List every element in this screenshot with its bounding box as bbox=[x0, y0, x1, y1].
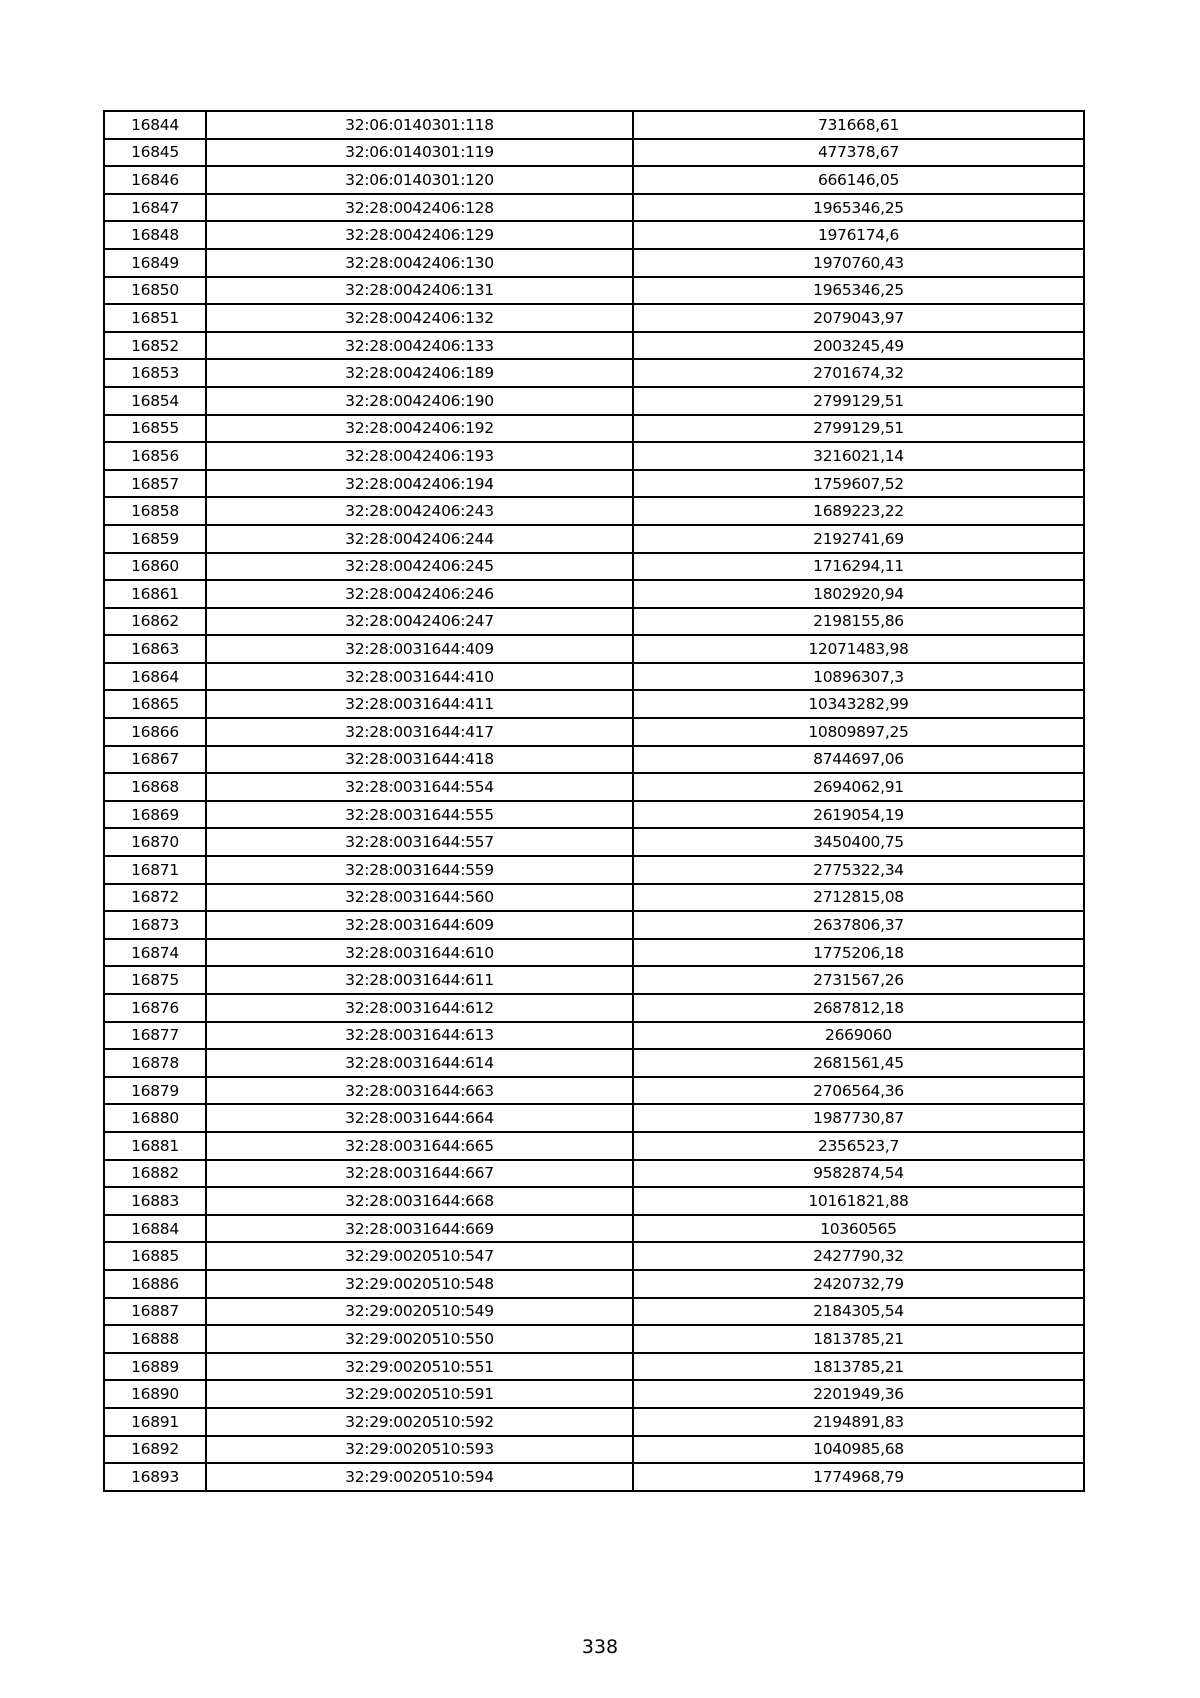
cadastral-value-cell: 12071483,98 bbox=[633, 635, 1084, 663]
cadastral-value-cell: 1970760,43 bbox=[633, 249, 1084, 277]
row-number-cell: 16893 bbox=[104, 1463, 206, 1491]
row-number-cell: 16859 bbox=[104, 525, 206, 553]
row-number-cell: 16868 bbox=[104, 773, 206, 801]
row-number-cell: 16866 bbox=[104, 718, 206, 746]
cadastral-value-cell: 2194891,83 bbox=[633, 1408, 1084, 1436]
cadastral-number-cell: 32:28:0031644:611 bbox=[206, 966, 633, 994]
cadastral-number-cell: 32:28:0042406:189 bbox=[206, 359, 633, 387]
cadastral-number-cell: 32:28:0031644:560 bbox=[206, 884, 633, 912]
cadastral-value-cell: 9582874,54 bbox=[633, 1160, 1084, 1188]
cadastral-value-cell: 1689223,22 bbox=[633, 497, 1084, 525]
table-row bbox=[104, 1022, 1084, 1050]
table-row bbox=[104, 304, 1084, 332]
cadastral-value-cell: 2637806,37 bbox=[633, 911, 1084, 939]
cadastral-value-cell: 1775206,18 bbox=[633, 939, 1084, 967]
table-row bbox=[104, 884, 1084, 912]
table-row bbox=[104, 111, 1084, 139]
row-number-cell: 16853 bbox=[104, 359, 206, 387]
cadastral-number-cell: 32:28:0042406:193 bbox=[206, 442, 633, 470]
table-row bbox=[104, 635, 1084, 663]
table-row bbox=[104, 1325, 1084, 1353]
cadastral-number-cell: 32:28:0031644:411 bbox=[206, 690, 633, 718]
table-row bbox=[104, 1242, 1084, 1270]
cadastral-number-cell: 32:29:0020510:592 bbox=[206, 1408, 633, 1436]
row-number-cell: 16888 bbox=[104, 1325, 206, 1353]
row-number-cell: 16869 bbox=[104, 801, 206, 829]
cadastral-number-cell: 32:28:0031644:663 bbox=[206, 1077, 633, 1105]
cadastral-number-cell: 32:28:0031644:669 bbox=[206, 1215, 633, 1243]
table-row bbox=[104, 580, 1084, 608]
cadastral-value-cell: 10896307,3 bbox=[633, 663, 1084, 691]
cadastral-value-cell: 1040985,68 bbox=[633, 1436, 1084, 1464]
table-row bbox=[104, 828, 1084, 856]
cadastral-value-cell: 2192741,69 bbox=[633, 525, 1084, 553]
table-row bbox=[104, 166, 1084, 194]
row-number-cell: 16864 bbox=[104, 663, 206, 691]
row-number-cell: 16884 bbox=[104, 1215, 206, 1243]
row-number-cell: 16887 bbox=[104, 1298, 206, 1326]
cadastral-number-cell: 32:28:0031644:609 bbox=[206, 911, 633, 939]
cadastral-value-cell: 2799129,51 bbox=[633, 415, 1084, 443]
cadastral-number-cell: 32:29:0020510:549 bbox=[206, 1298, 633, 1326]
cadastral-number-cell: 32:28:0031644:610 bbox=[206, 939, 633, 967]
table-row bbox=[104, 1380, 1084, 1408]
cadastral-value-cell: 2420732,79 bbox=[633, 1270, 1084, 1298]
table-row bbox=[104, 608, 1084, 636]
row-number-cell: 16860 bbox=[104, 553, 206, 581]
cadastral-value-cell: 10343282,99 bbox=[633, 690, 1084, 718]
table-row bbox=[104, 746, 1084, 774]
cadastral-value-cell: 2184305,54 bbox=[633, 1298, 1084, 1326]
cadastral-number-cell: 32:28:0031644:668 bbox=[206, 1187, 633, 1215]
table-row bbox=[104, 718, 1084, 746]
row-number-cell: 16858 bbox=[104, 497, 206, 525]
table-row bbox=[104, 1077, 1084, 1105]
row-number-cell: 16878 bbox=[104, 1049, 206, 1077]
cadastral-value-cell: 1813785,21 bbox=[633, 1325, 1084, 1353]
cadastral-value-cell: 2687812,18 bbox=[633, 994, 1084, 1022]
cadastral-value-cell: 666146,05 bbox=[633, 166, 1084, 194]
row-number-cell: 16892 bbox=[104, 1436, 206, 1464]
row-number-cell: 16848 bbox=[104, 221, 206, 249]
row-number-cell: 16880 bbox=[104, 1104, 206, 1132]
table-row bbox=[104, 277, 1084, 305]
row-number-cell: 16874 bbox=[104, 939, 206, 967]
cadastral-number-cell: 32:28:0031644:613 bbox=[206, 1022, 633, 1050]
table-row bbox=[104, 139, 1084, 167]
table-row bbox=[104, 1270, 1084, 1298]
cadastral-number-cell: 32:28:0042406:133 bbox=[206, 332, 633, 360]
cadastral-value-cell: 2201949,36 bbox=[633, 1380, 1084, 1408]
cadastral-value-cell: 10809897,25 bbox=[633, 718, 1084, 746]
table-row bbox=[104, 387, 1084, 415]
table-row bbox=[104, 525, 1084, 553]
cadastral-value-cell: 2712815,08 bbox=[633, 884, 1084, 912]
cadastral-value-cell: 8744697,06 bbox=[633, 746, 1084, 774]
cadastral-number-cell: 32:28:0031644:559 bbox=[206, 856, 633, 884]
row-number-cell: 16862 bbox=[104, 608, 206, 636]
table-row bbox=[104, 1215, 1084, 1243]
table-row bbox=[104, 553, 1084, 581]
cadastral-number-cell: 32:29:0020510:548 bbox=[206, 1270, 633, 1298]
cadastral-value-cell: 2669060 bbox=[633, 1022, 1084, 1050]
table-row bbox=[104, 1436, 1084, 1464]
cadastral-value-cell: 1759607,52 bbox=[633, 470, 1084, 498]
table-body bbox=[104, 111, 1084, 1491]
cadastral-value-cell: 731668,61 bbox=[633, 111, 1084, 139]
table-row bbox=[104, 1298, 1084, 1326]
cadastral-value-cell: 1774968,79 bbox=[633, 1463, 1084, 1491]
cadastral-number-cell: 32:28:0031644:665 bbox=[206, 1132, 633, 1160]
cadastral-number-cell: 32:28:0031644:418 bbox=[206, 746, 633, 774]
row-number-cell: 16852 bbox=[104, 332, 206, 360]
row-number-cell: 16873 bbox=[104, 911, 206, 939]
page-number: 338 bbox=[581, 1636, 619, 1658]
cadastral-value-cell: 2775322,34 bbox=[633, 856, 1084, 884]
cadastral-number-cell: 32:28:0042406:194 bbox=[206, 470, 633, 498]
table-row bbox=[104, 939, 1084, 967]
cadastral-value-cell: 10161821,88 bbox=[633, 1187, 1084, 1215]
cadastral-value-cell: 2799129,51 bbox=[633, 387, 1084, 415]
cadastral-value-cell: 1802920,94 bbox=[633, 580, 1084, 608]
table-row bbox=[104, 221, 1084, 249]
cadastral-number-cell: 32:28:0031644:554 bbox=[206, 773, 633, 801]
cadastral-value-cell: 2706564,36 bbox=[633, 1077, 1084, 1105]
row-number-cell: 16847 bbox=[104, 194, 206, 222]
table-row bbox=[104, 497, 1084, 525]
cadastral-number-cell: 32:28:0031644:417 bbox=[206, 718, 633, 746]
row-number-cell: 16855 bbox=[104, 415, 206, 443]
row-number-cell: 16881 bbox=[104, 1132, 206, 1160]
row-number-cell: 16846 bbox=[104, 166, 206, 194]
cadastral-value-cell: 2694062,91 bbox=[633, 773, 1084, 801]
row-number-cell: 16844 bbox=[104, 111, 206, 139]
cadastral-number-cell: 32:28:0042406:131 bbox=[206, 277, 633, 305]
cadastral-number-cell: 32:06:0140301:118 bbox=[206, 111, 633, 139]
row-number-cell: 16871 bbox=[104, 856, 206, 884]
table-row bbox=[104, 359, 1084, 387]
table-row bbox=[104, 1132, 1084, 1160]
table-row bbox=[104, 690, 1084, 718]
cadastral-number-cell: 32:29:0020510:547 bbox=[206, 1242, 633, 1270]
cadastral-value-cell: 1813785,21 bbox=[633, 1353, 1084, 1381]
cadastral-value-cell: 2198155,86 bbox=[633, 608, 1084, 636]
cadastral-number-cell: 32:28:0031644:612 bbox=[206, 994, 633, 1022]
row-number-cell: 16875 bbox=[104, 966, 206, 994]
cadastral-number-cell: 32:28:0031644:409 bbox=[206, 635, 633, 663]
cadastral-number-cell: 32:28:0042406:245 bbox=[206, 553, 633, 581]
row-number-cell: 16854 bbox=[104, 387, 206, 415]
cadastral-number-cell: 32:29:0020510:550 bbox=[206, 1325, 633, 1353]
table-row bbox=[104, 773, 1084, 801]
cadastral-value-cell: 2681561,45 bbox=[633, 1049, 1084, 1077]
cadastral-number-cell: 32:29:0020510:594 bbox=[206, 1463, 633, 1491]
table-row bbox=[104, 332, 1084, 360]
cadastral-value-cell: 1976174,6 bbox=[633, 221, 1084, 249]
row-number-cell: 16856 bbox=[104, 442, 206, 470]
table-row bbox=[104, 249, 1084, 277]
cadastral-value-cell: 1965346,25 bbox=[633, 277, 1084, 305]
cadastral-value-cell: 2427790,32 bbox=[633, 1242, 1084, 1270]
row-number-cell: 16861 bbox=[104, 580, 206, 608]
cadastral-number-cell: 32:28:0042406:129 bbox=[206, 221, 633, 249]
row-number-cell: 16889 bbox=[104, 1353, 206, 1381]
cadastral-number-cell: 32:28:0031644:557 bbox=[206, 828, 633, 856]
cadastral-number-cell: 32:28:0031644:410 bbox=[206, 663, 633, 691]
cadastral-value-table bbox=[103, 110, 1085, 1492]
table-row bbox=[104, 856, 1084, 884]
table-row bbox=[104, 415, 1084, 443]
cadastral-number-cell: 32:28:0031644:667 bbox=[206, 1160, 633, 1188]
cadastral-number-cell: 32:28:0042406:190 bbox=[206, 387, 633, 415]
table-row bbox=[104, 1049, 1084, 1077]
table-row bbox=[104, 442, 1084, 470]
cadastral-number-cell: 32:28:0042406:244 bbox=[206, 525, 633, 553]
row-number-cell: 16882 bbox=[104, 1160, 206, 1188]
row-number-cell: 16872 bbox=[104, 884, 206, 912]
cadastral-value-cell: 1965346,25 bbox=[633, 194, 1084, 222]
cadastral-value-cell: 2003245,49 bbox=[633, 332, 1084, 360]
table-row bbox=[104, 911, 1084, 939]
table-row bbox=[104, 663, 1084, 691]
row-number-cell: 16865 bbox=[104, 690, 206, 718]
cadastral-value-cell: 2356523,7 bbox=[633, 1132, 1084, 1160]
row-number-cell: 16851 bbox=[104, 304, 206, 332]
row-number-cell: 16845 bbox=[104, 139, 206, 167]
cadastral-value-cell: 3216021,14 bbox=[633, 442, 1084, 470]
row-number-cell: 16890 bbox=[104, 1380, 206, 1408]
row-number-cell: 16877 bbox=[104, 1022, 206, 1050]
row-number-cell: 16879 bbox=[104, 1077, 206, 1105]
cadastral-number-cell: 32:28:0031644:664 bbox=[206, 1104, 633, 1132]
table-row bbox=[104, 966, 1084, 994]
row-number-cell: 16876 bbox=[104, 994, 206, 1022]
cadastral-value-cell: 477378,67 bbox=[633, 139, 1084, 167]
cadastral-number-cell: 32:28:0042406:247 bbox=[206, 608, 633, 636]
cadastral-number-cell: 32:28:0042406:243 bbox=[206, 497, 633, 525]
table-row bbox=[104, 801, 1084, 829]
row-number-cell: 16883 bbox=[104, 1187, 206, 1215]
cadastral-number-cell: 32:28:0042406:130 bbox=[206, 249, 633, 277]
cadastral-value-cell: 1716294,11 bbox=[633, 553, 1084, 581]
cadastral-number-cell: 32:28:0031644:555 bbox=[206, 801, 633, 829]
cadastral-value-cell: 3450400,75 bbox=[633, 828, 1084, 856]
cadastral-value-cell: 2619054,19 bbox=[633, 801, 1084, 829]
row-number-cell: 16870 bbox=[104, 828, 206, 856]
row-number-cell: 16886 bbox=[104, 1270, 206, 1298]
cadastral-number-cell: 32:28:0042406:192 bbox=[206, 415, 633, 443]
row-number-cell: 16849 bbox=[104, 249, 206, 277]
cadastral-number-cell: 32:29:0020510:591 bbox=[206, 1380, 633, 1408]
row-number-cell: 16891 bbox=[104, 1408, 206, 1436]
cadastral-value-cell: 2701674,32 bbox=[633, 359, 1084, 387]
cadastral-number-cell: 32:29:0020510:593 bbox=[206, 1436, 633, 1464]
cadastral-value-cell: 2731567,26 bbox=[633, 966, 1084, 994]
table-row bbox=[104, 1463, 1084, 1491]
cadastral-number-cell: 32:06:0140301:120 bbox=[206, 166, 633, 194]
table-row bbox=[104, 194, 1084, 222]
cadastral-value-cell: 1987730,87 bbox=[633, 1104, 1084, 1132]
cadastral-number-cell: 32:29:0020510:551 bbox=[206, 1353, 633, 1381]
table-row bbox=[104, 994, 1084, 1022]
table-row bbox=[104, 470, 1084, 498]
row-number-cell: 16850 bbox=[104, 277, 206, 305]
table-row bbox=[104, 1104, 1084, 1132]
cadastral-number-cell: 32:06:0140301:119 bbox=[206, 139, 633, 167]
cadastral-number-cell: 32:28:0031644:614 bbox=[206, 1049, 633, 1077]
row-number-cell: 16863 bbox=[104, 635, 206, 663]
cadastral-number-cell: 32:28:0042406:246 bbox=[206, 580, 633, 608]
row-number-cell: 16885 bbox=[104, 1242, 206, 1270]
table-row bbox=[104, 1353, 1084, 1381]
cadastral-value-cell: 10360565 bbox=[633, 1215, 1084, 1243]
table-row bbox=[104, 1160, 1084, 1188]
cadastral-value-cell: 2079043,97 bbox=[633, 304, 1084, 332]
row-number-cell: 16867 bbox=[104, 746, 206, 774]
table-row bbox=[104, 1187, 1084, 1215]
table-row bbox=[104, 1408, 1084, 1436]
cadastral-number-cell: 32:28:0042406:128 bbox=[206, 194, 633, 222]
cadastral-number-cell: 32:28:0042406:132 bbox=[206, 304, 633, 332]
row-number-cell: 16857 bbox=[104, 470, 206, 498]
